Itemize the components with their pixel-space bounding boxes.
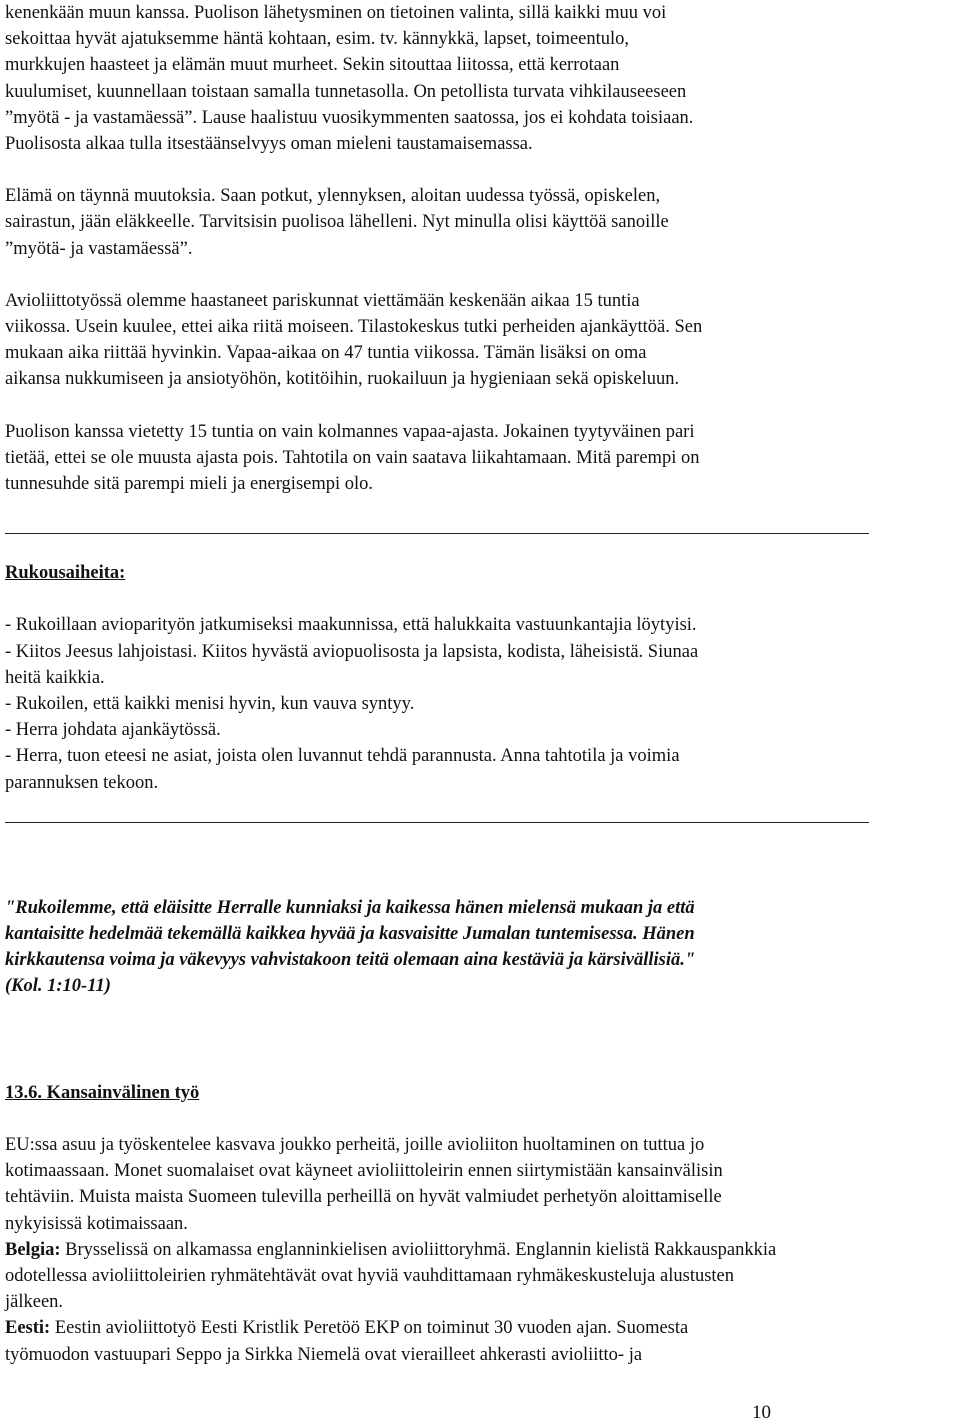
prayer-line: - Rukoillaan avioparityön jatkumiseksi maakunnissa, että halukkaita vastuunkantajia löytyisi. — [5, 615, 697, 636]
text-line: ”myötä- ja vastamäessä”. — [5, 238, 193, 259]
prayer-line: - Rukoilen, että kaikki menisi hyvin, kun vauva syntyy. — [5, 694, 415, 715]
quote-line: "Rukoilemme, että eläisitte Herralle kunniaksi ja kaikessa hänen mielensä mukaan ja että — [5, 897, 695, 918]
prayer-heading: Rukousaiheita: — [5, 563, 126, 584]
section-intro — [5, 1132, 957, 1237]
text-line: sairastun, jään eläkkeelle. Tarvitsisin puolisoa lähelleni. Nyt minulla olisi käyttöä sanoille — [5, 212, 669, 233]
text-line: työmuodon vastuupari Seppo ja Sirkka Niemelä ovat vierailleet ahkerasti avioliitto- ja — [5, 1344, 643, 1365]
text-line: aikansa nukkumiseen ja ansiotyöhön, kotitöihin, ruokailuun ja hygieniaan sekä opiskeluun. — [5, 369, 680, 390]
text-line: sekoittaa hyvät ajatuksemme häntä kohtaan, esim. tv. kännykkä, lapset, toimeentulo, — [5, 29, 630, 50]
quote-line: kirkkautensa voima ja väkevyys vahvistakoon teitä olemaan aina kestäviä ja kärsivällisiä." — [5, 950, 696, 971]
paragraph-3 — [5, 288, 957, 393]
prayer-list — [5, 612, 957, 795]
text-line: viikossa. Usein kuulee, ettei aika riitä moiseen. Tilastokeskus tutki perheiden ajankäyttöä. Sen — [5, 317, 703, 338]
prayer-line: parannuksen tekoon. — [5, 772, 159, 793]
paragraph-1 — [5, 0, 957, 157]
country-label: Eesti: — [5, 1318, 51, 1339]
text-line: Puolisosta alkaa tulla itsestäänselvyys oman mieleni taustamaisemassa. — [5, 134, 533, 155]
text-line: kotimaassaan. Monet suomalaiset ovat käyneet avioliittoleirin ennen siirtymistään kansainvälisin — [5, 1161, 723, 1182]
bible-quote — [5, 895, 957, 1000]
text-span: Brysselissä on alkamassa englanninkielisen avioliittoryhmä. Englannin kielistä Rakkauspankkia — [60, 1239, 777, 1260]
text-line: jälkeen. — [5, 1292, 64, 1313]
belgia-paragraph — [5, 1237, 957, 1316]
text-line — [5, 1315, 957, 1341]
text-line: ”myötä - ja vastamäessä”. Lause haalistuu vuosikymmenten saatossa, jos ei kohdata toisiaan. — [5, 107, 694, 128]
text-line: Elämä on täynnä muutoksia. Saan potkut, ylennyksen, aloitan uudessa työssä, opiskelen, — [5, 186, 661, 207]
prayer-line: - Herra, tuon eteesi ne asiat, joista olen luvannut tehdä parannusta. Anna tahtotila ja voimia — [5, 746, 680, 767]
text-line: EU:ssa asuu ja työskentelee kasvava joukko perheitä, joille avioliiton huoltaminen on tuttua jo — [5, 1134, 705, 1155]
text-line: tehtäviin. Muista maista Suomeen tulevilla perheillä on hyvät valmiudet perhetyön aloittamiselle — [5, 1187, 722, 1208]
text-line: odotellessa avioliittoleirien ryhmätehtävät ovat hyviä vauhdittamaan ryhmäkeskusteluja alustusten — [5, 1265, 735, 1286]
prayer-line: - Herra johdata ajankäytössä. — [5, 720, 221, 741]
quote-line: (Kol. 1:10-11) — [5, 976, 111, 997]
text-line: nykyisissä kotimaissaan. — [5, 1213, 188, 1234]
text-line: mukaan aika riittää hyvinkin. Vapaa-aikaa on 47 tuntia viikossa. Tämän lisäksi on oma — [5, 343, 647, 364]
eesti-paragraph — [5, 1315, 957, 1367]
prayer-line: heitä kaikkia. — [5, 667, 105, 688]
text-line: tunnesuhde sitä parempi mieli ja energisempi olo. — [5, 474, 374, 495]
text-line — [5, 1237, 957, 1263]
text-line: Puolison kanssa vietetty 15 tuntia on vain kolmannes vapaa-ajasta. Jokainen tyytyväinen pari — [5, 421, 695, 442]
country-label: Belgia: — [5, 1239, 61, 1260]
page-number: 10 — [752, 1402, 771, 1423]
paragraph-2 — [5, 183, 957, 262]
prayer-line: - Kiitos Jeesus lahjoistasi. Kiitos hyvästä aviopuolisosta ja lapsista, kodista, läheisistä. Siunaa — [5, 641, 699, 662]
text-line: tietää, ettei se ole muusta ajasta pois. Tahtotila on vain saatava liikahtamaan. Mitä parempi on — [5, 447, 700, 468]
text-line: murkkujen haasteet ja elämän muut murheet. Sekin sitouttaa liitossa, että kerrotaan — [5, 55, 620, 76]
text-line: kenenkään muun kanssa. Puolison lähetysminen on tietoinen valinta, sillä kaikki muu voi — [5, 3, 667, 23]
document-page — [5, 0, 957, 1368]
section-heading: 13.6. Kansainvälinen työ — [5, 1082, 200, 1103]
paragraph-4 — [5, 419, 957, 498]
quote-line: kantaisitte hedelmää tekemällä kaikkea hyvää ja kasvaisitte Jumalan tuntemisessa. Hänen — [5, 924, 695, 945]
text-line: Avioliittotyössä olemme haastaneet pariskunnat viettämään keskenään aikaa 15 tuntia — [5, 290, 640, 311]
text-line: kuulumiset, kuunnellaan toistaan samalla tunnetasolla. On petollista turvata vihkilauseeseen — [5, 81, 687, 102]
text-span: Eestin avioliittotyö Eesti Kristlik Peretöö EKP on toiminut 30 vuoden ajan. Suomesta — [50, 1318, 689, 1339]
